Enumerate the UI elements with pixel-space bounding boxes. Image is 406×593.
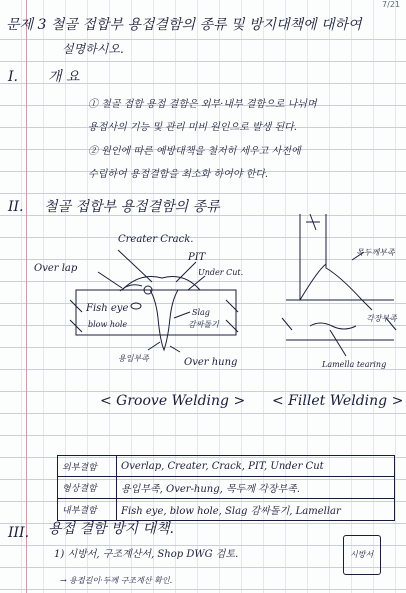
label-slag: Slag bbox=[192, 308, 210, 317]
section-3-subitem: → 용접길이·두께 구조계산 확인. bbox=[60, 576, 173, 585]
table-cell: Fish eye, blow hole, Slag 감싸돌기, Lamellar bbox=[117, 499, 395, 521]
table-cell: Overlap, Creater, Crack, PIT, Under Cut bbox=[117, 456, 395, 477]
table-row bbox=[58, 499, 395, 521]
section-3-title: 용접 결함 방지 대책. bbox=[48, 521, 174, 537]
section-1-numeral: I. bbox=[8, 69, 18, 85]
table-head: 형상결함 bbox=[58, 477, 117, 499]
question-title-cont: 설명하시오. bbox=[62, 42, 124, 56]
section-3-item: 1) 시방서, 구조계산서, Shop DWG 검토. bbox=[54, 549, 239, 560]
section-2-title: 철골 접합부 용접결함의 종류 bbox=[44, 199, 220, 215]
leader-overhung bbox=[170, 346, 180, 352]
spec-document-label: 시방서 bbox=[350, 550, 374, 559]
leader-lamellar bbox=[330, 330, 346, 356]
section-2-numeral: II. bbox=[8, 199, 24, 215]
leader-lack bbox=[148, 342, 160, 350]
label-slag-sub: 감싸돌기 bbox=[188, 320, 219, 329]
table-row bbox=[58, 477, 395, 499]
label-blowhole: blow hole bbox=[88, 320, 128, 329]
section-1-item: ② 원인에 따른 예방대책을 철저히 세우고 사전에 bbox=[88, 146, 301, 157]
section-1-item: 용접사의 기능 및 관리 미비 원인으로 발생 된다. bbox=[88, 122, 297, 133]
fillet-weld-face bbox=[300, 264, 326, 300]
label-lack-of-penetration: 용입부족 bbox=[118, 354, 149, 363]
groove-weld-root bbox=[150, 290, 178, 350]
groove-weld-crown bbox=[122, 277, 200, 291]
caption-fillet-welding: < Fillet Welding > bbox=[272, 393, 404, 409]
leader-crater bbox=[118, 250, 152, 282]
section-1-title: 개 요 bbox=[48, 69, 80, 85]
caption-groove-welding: < Groove Welding > bbox=[100, 393, 246, 409]
fillet-top-break bbox=[306, 214, 320, 230]
leader-overlap bbox=[98, 272, 122, 288]
lamellar-wave bbox=[310, 323, 356, 329]
fisheye-mark bbox=[131, 303, 141, 309]
section-3-numeral: III. bbox=[8, 525, 30, 541]
label-overlap: Over lap bbox=[34, 263, 78, 274]
fillet-vertical-plate bbox=[300, 214, 340, 300]
leader-throat bbox=[362, 300, 372, 310]
fillet-weld-drawing bbox=[282, 214, 396, 356]
page-number: 7/21 bbox=[382, 0, 400, 9]
label-pit: PIT bbox=[188, 252, 206, 263]
label-fisheye: Fish eye bbox=[86, 303, 129, 314]
label-overhung: Over hung bbox=[184, 357, 238, 368]
section-1-item: ① 철골 접합 용접 결함은 외부·내부 결함으로 나뉘며 bbox=[88, 99, 317, 110]
table-head: 외부결함 bbox=[58, 456, 117, 477]
table-head: 내부결함 bbox=[58, 499, 117, 521]
label-crater-crack: Creater Crack. bbox=[118, 234, 194, 245]
question-title: 문제 3 철골 접합부 용접결함의 종류 및 방지대책에 대하여 bbox=[6, 17, 362, 33]
label-undercut: Under Cut. bbox=[198, 268, 244, 277]
table-cell: 용입부족, Over-hung, 목두께 각장부족. bbox=[117, 477, 395, 499]
label-lamellar-tearing: Lamella tearing bbox=[322, 360, 387, 369]
spec-document-icon bbox=[343, 535, 381, 575]
table-row bbox=[58, 456, 395, 477]
defect-table bbox=[57, 455, 395, 521]
label-leg-lack: 각장부족 bbox=[366, 314, 397, 323]
label-throat-lack: 목두께부족 bbox=[356, 248, 395, 257]
section-1-item: 수립하여 용접결함을 최소화 하여야 한다. bbox=[88, 169, 269, 180]
